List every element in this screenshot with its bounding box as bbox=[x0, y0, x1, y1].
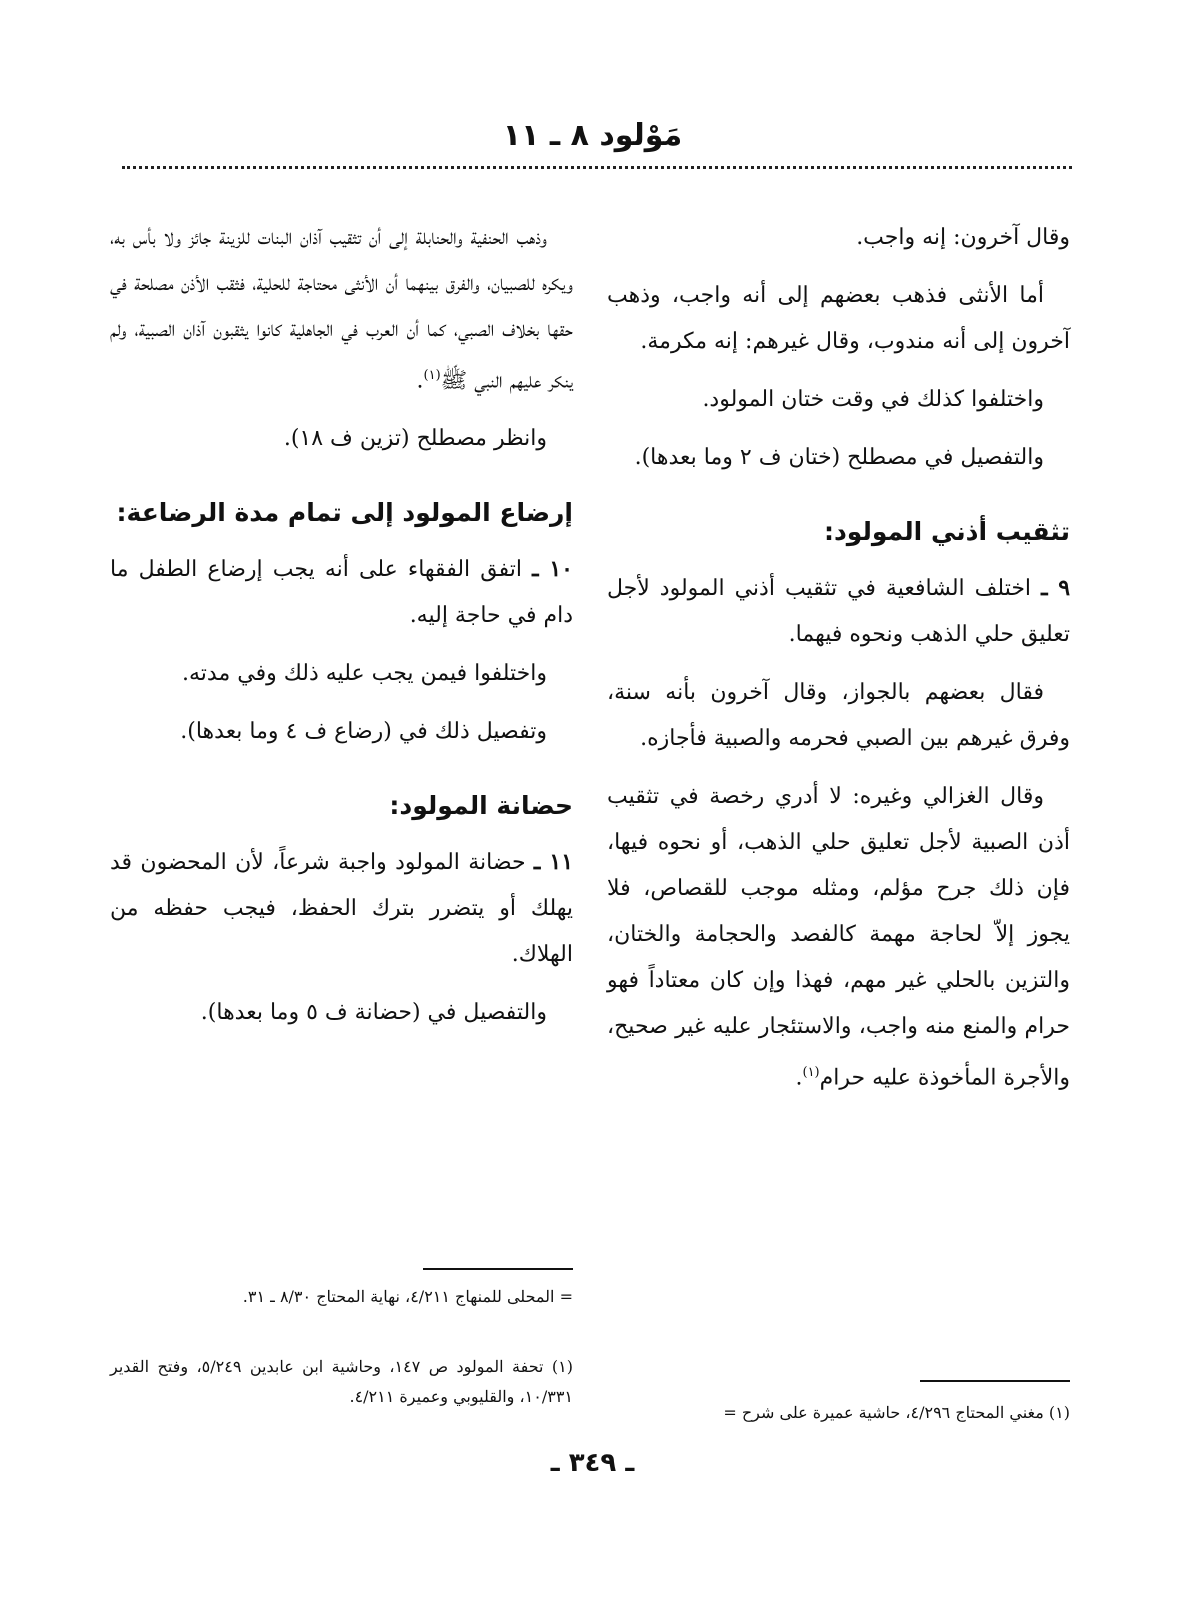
section-number: ٩ ـ bbox=[1041, 575, 1071, 601]
paragraph: فقال بعضهم بالجواز، وقال آخرون بأنه سنة، وفرق غيرهم بين الصبي فحرمه والصبية فأجازه. bbox=[607, 680, 1070, 751]
header-dotted-rule bbox=[122, 166, 1072, 169]
paragraph-end: . bbox=[795, 1065, 803, 1091]
section-number: ١٠ ـ bbox=[532, 556, 573, 583]
section-heading: حضانة المولود: bbox=[389, 791, 573, 821]
page-number: ـ ٣٤٩ ـ bbox=[550, 1448, 635, 1478]
paragraph-section-9 bbox=[607, 565, 1070, 658]
paragraph-end: . bbox=[416, 368, 424, 394]
section-number: ١١ ـ bbox=[533, 849, 574, 876]
paragraph bbox=[607, 774, 1070, 1101]
page-header-title: مَوْلود ٨ ـ ١١ bbox=[502, 118, 683, 153]
footnote-ref: (١) bbox=[802, 1065, 820, 1080]
paragraph: واختلفوا فيمن يجب عليه ذلك وفي مدته. bbox=[182, 661, 547, 687]
footnote-left-continued: = المحلى للمنهاج ٤/٢١١، نهاية المحتاج ٨/٣٠ ـ ٣١. bbox=[242, 1287, 573, 1306]
paragraph: أما الأنثى فذهب بعضهم إلى أنه واجب، وذهب آخرون إلى أنه مندوب، وقال غيرهم: إنه مكرمة. bbox=[607, 283, 1070, 354]
paragraph bbox=[110, 215, 573, 404]
paragraph: وقال آخرون: إنه واجب. bbox=[856, 225, 1070, 250]
footnote-ref: (١) bbox=[423, 368, 441, 383]
paragraph-text: وذهب الحنفية والحنابلة إلى أن تثقيب آذان البنات للزينة جائز ولا بأس به، ويكره للصبيان، والفرق بينهما أن الأنثى محتاجة للحلية، فثقب الأذن مصلحة في حقها بخلاف الصبي، كما أن العرب في الجاهلية كانوا يثقبون آذان الصبية، ولم ينكر عليهم النبي ﷺ bbox=[110, 225, 573, 394]
right-column bbox=[607, 215, 1070, 1113]
section-text: اتفق الفقهاء على أنه يجب إرضاع الطفل ما دام في حاجة إليه. bbox=[110, 557, 573, 629]
footnote-left-1: (١) تحفة المولود ص ١٤٧، وحاشية ابن عابدين ٥/٢٤٩، وفتح القدير ١٠/٣٣١، والقليوبي وعميرة ٤/٢١١. bbox=[110, 1357, 573, 1406]
paragraph: وانظر مصطلح (تزين ف ١٨). bbox=[283, 426, 547, 452]
footnote-rule-right bbox=[920, 1380, 1070, 1382]
paragraph: والتفصيل في (حضانة ف ٥ وما بعدها). bbox=[200, 1000, 547, 1026]
paragraph-section-11 bbox=[110, 839, 573, 978]
paragraph-section-10 bbox=[110, 546, 573, 639]
paragraph: والتفصيل في مصطلح (ختان ف ٢ وما بعدها). bbox=[634, 445, 1044, 470]
section-heading: إرضاع المولود إلى تمام مدة الرضاعة: bbox=[116, 498, 573, 528]
section-heading: تثقيب أذني المولود: bbox=[823, 517, 1070, 546]
paragraph: واختلفوا كذلك في وقت ختان المولود. bbox=[702, 387, 1044, 412]
left-column bbox=[110, 215, 573, 1048]
footnote-right: (١) مغني المحتاج ٤/٢٩٦، حاشية عميرة على شرح = bbox=[723, 1403, 1070, 1422]
paragraph-text: وقال الغزالي وغيره: لا أدري رخصة في تثقيب أذن الصبية لأجل تعليق حلي الذهب، أو نحوه فيها، فإن ذلك جرح مؤلم، ومثله موجب للقصاص، فلا يجوز إلاّ لحاجة مهمة كالفصد والحجامة والختان، والتزين بالحلي غير مهم، فهذا وإن كان معتاداً فهو حرام والمنع منه واجب، والاستئجار عليه غير صحيح، والأجرة المأخوذة عليه حرام bbox=[607, 784, 1070, 1091]
paragraph: وتفصيل ذلك في (رضاع ف ٤ وما بعدها). bbox=[180, 719, 547, 745]
footnote-rule-left bbox=[423, 1268, 573, 1270]
section-text: اختلف الشافعية في تثقيب أذني المولود لأجل تعليق حلي الذهب ونحوه فيهما. bbox=[607, 576, 1070, 647]
section-text: حضانة المولود واجبة شرعاً، لأن المحضون قد يهلك أو يتضرر بترك الحفظ، فيجب حفظه من الهلاك. bbox=[110, 850, 573, 968]
